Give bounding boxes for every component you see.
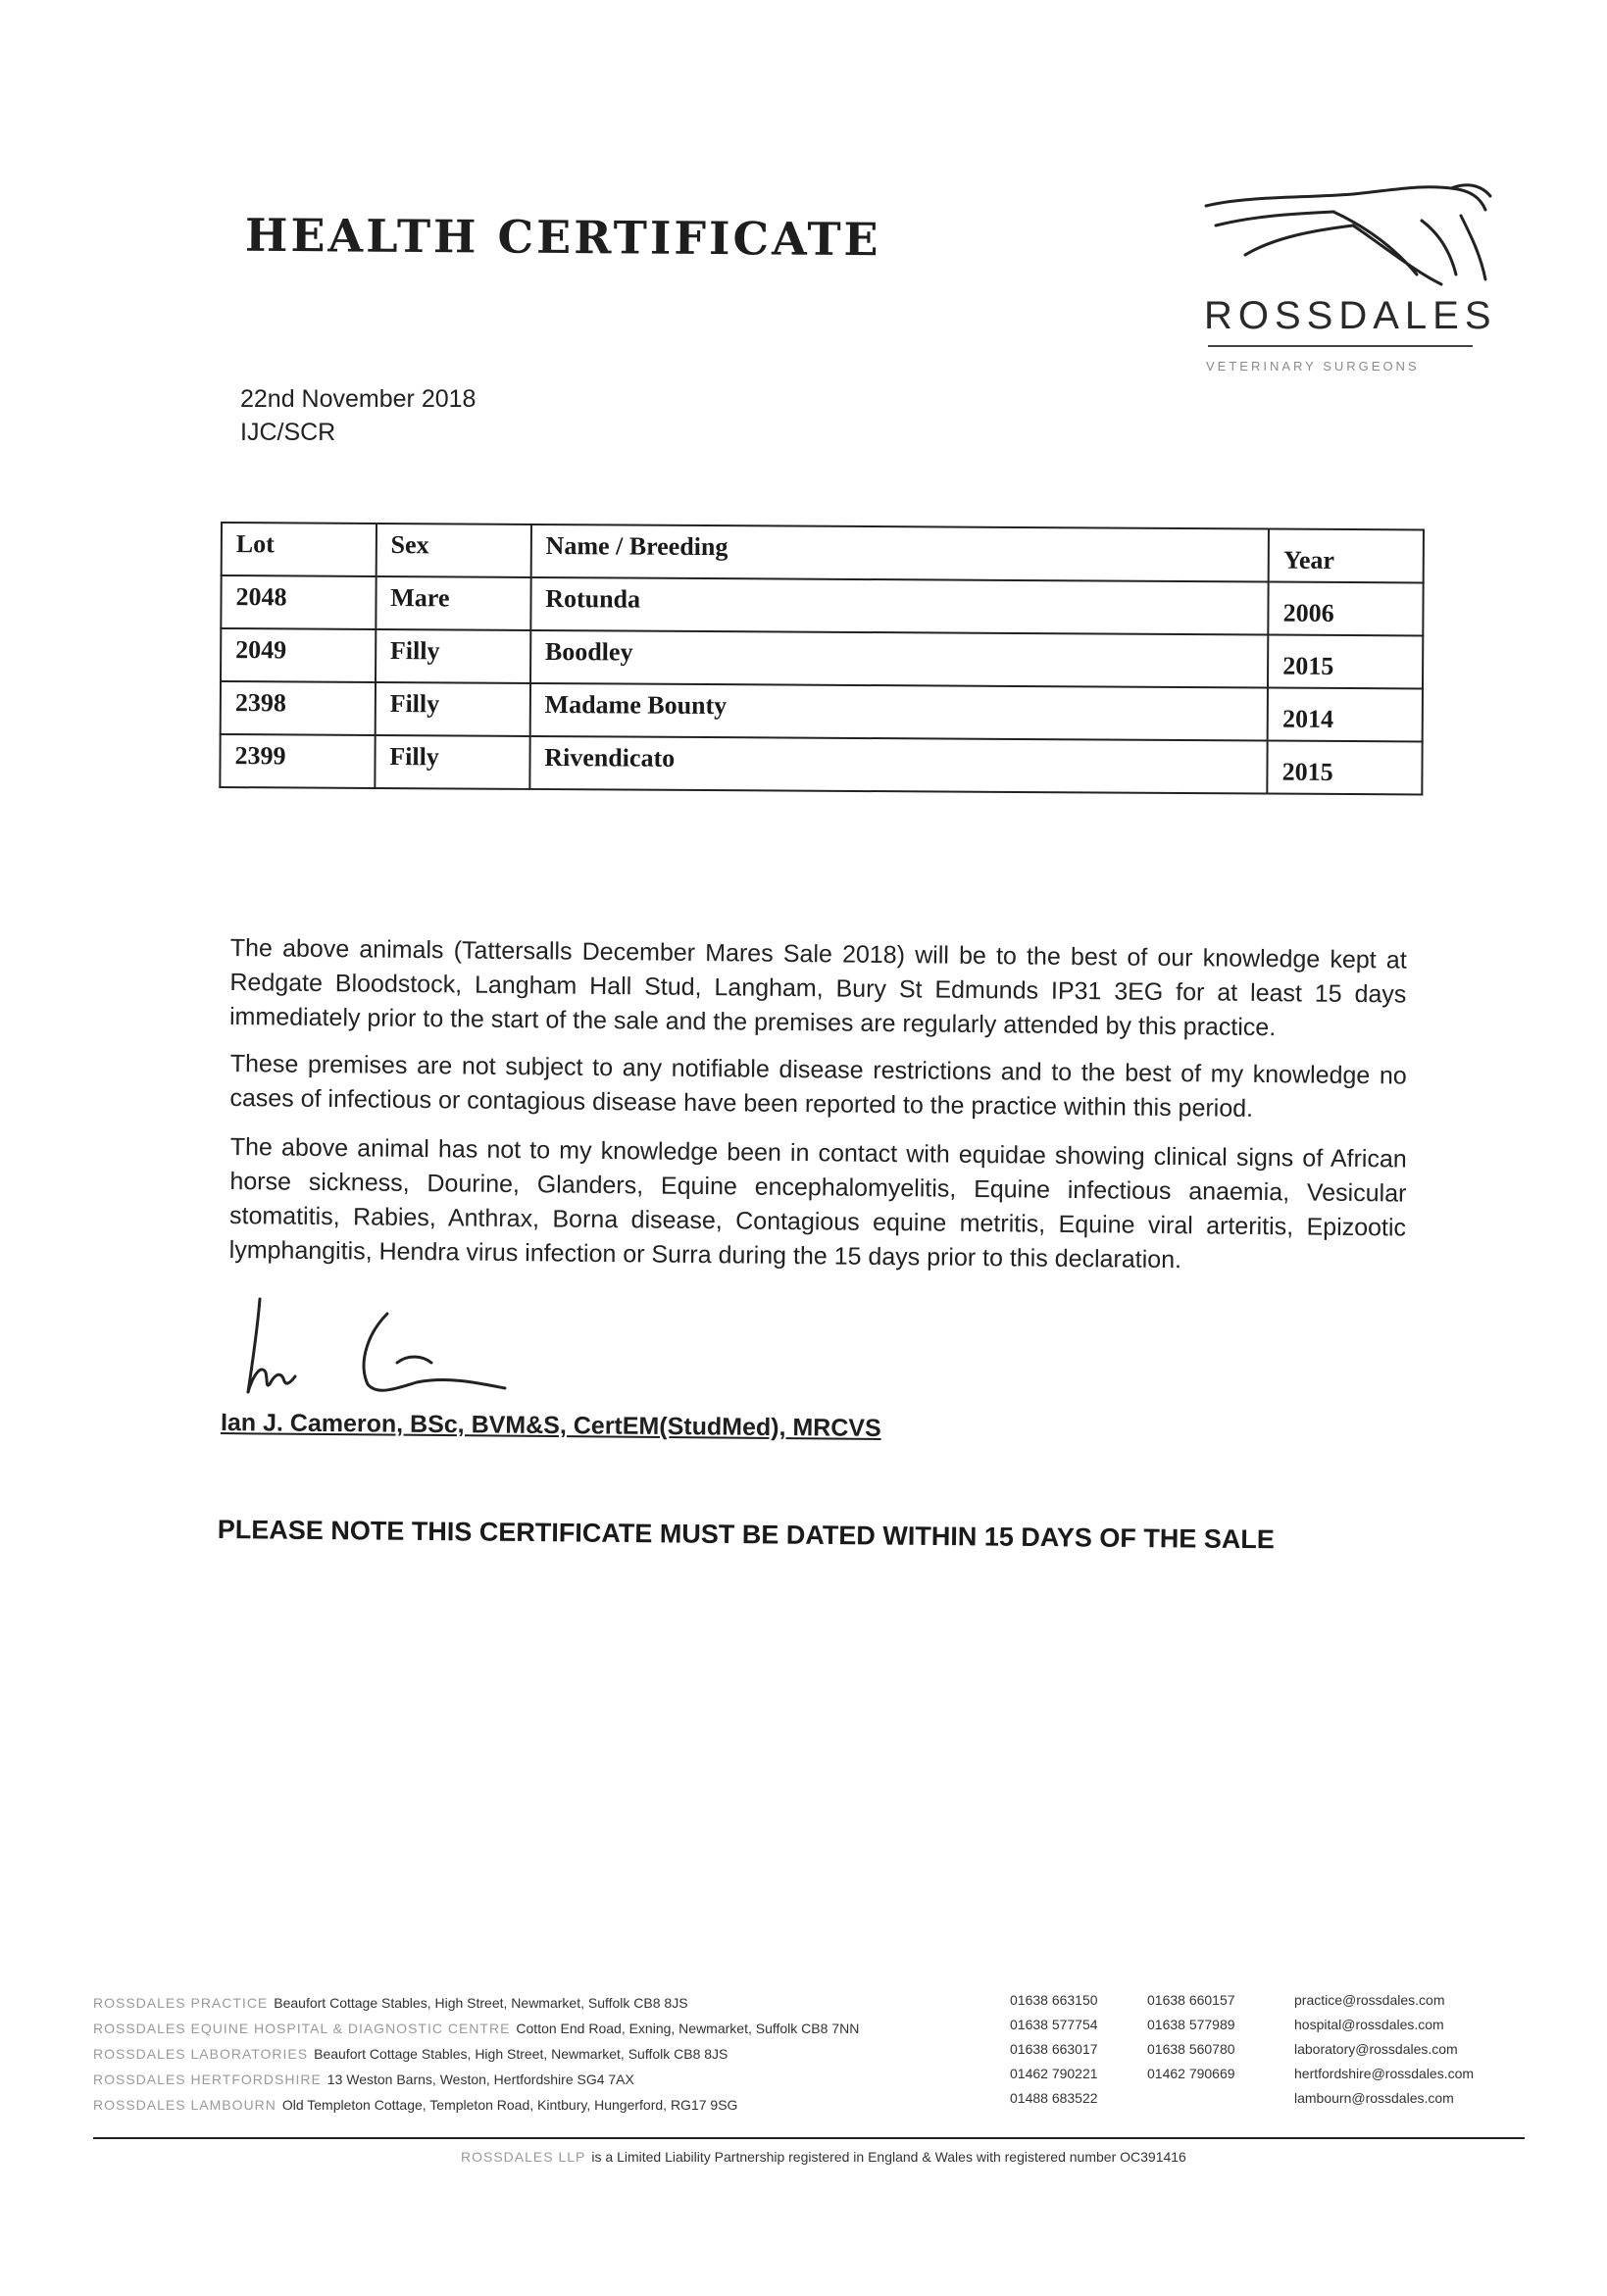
cell-year: 2015 <box>1268 741 1423 795</box>
header-sex: Sex <box>376 524 530 577</box>
footer-address: ROSSDALES LAMBOURN Old Templeton Cottage, Templeton Road, Kintbury, Hungerford, RG17 9SG <box>93 2097 738 2113</box>
footer-email: laboratory@rossdales.com <box>1294 2041 1458 2057</box>
footer-email: hospital@rossdales.com <box>1294 2017 1444 2032</box>
registration-note: ROSSDALES LLP is a Limited Liability Partnership registered in England & Wales with registered number OC391416 <box>461 2149 1186 2165</box>
logo-subtitle: VETERINARY SURGEONS <box>1206 359 1420 374</box>
paragraph-restrictions: These premises are not subject to any notifiable disease restrictions and to the best of my knowledge no cases of infectious or contagious disease have been reported to the practice within this period. <box>229 1049 1407 1123</box>
cell-sex: Filly <box>376 629 530 683</box>
logo-divider <box>1208 345 1473 347</box>
rossdales-logo <box>1186 176 1510 382</box>
footer-addresses <box>93 1990 995 2118</box>
header-name: Name / Breeding <box>530 524 1269 582</box>
table-row <box>221 628 1423 688</box>
paragraph-premises: The above animals (Tattersalls December Mares Sale 2018) will be to the best of our knowledge kept at Redgate Bloodstock, Langham Hall Stud, Langham, Bury St Edmunds IP31 3EG for at least 15 days immediately prior to the start of the sale and the premises are regularly attended by this practice. <box>228 933 1407 1042</box>
cell-lot: 2398 <box>221 681 376 735</box>
cell-name: Madame Bounty <box>529 683 1268 741</box>
cell-lot: 2048 <box>221 575 376 629</box>
animals-table <box>219 522 1425 795</box>
cell-name: Rotunda <box>530 577 1269 635</box>
footer-divider <box>93 2137 1525 2139</box>
footer-email: lambourn@rossdales.com <box>1294 2090 1454 2106</box>
cell-year: 2006 <box>1269 582 1424 636</box>
header-year: Year <box>1269 529 1424 583</box>
page-title: HEALTH CERTIFICATE <box>244 208 881 267</box>
footer-phones <box>1010 1988 1284 2111</box>
cell-year: 2014 <box>1268 688 1423 742</box>
table-header-row <box>222 523 1424 582</box>
footer-email: practice@rossdales.com <box>1294 1992 1445 2008</box>
signer-name: Ian J. Cameron, BSc, BVM&S, CertEM(StudMed), MRCVS <box>220 1409 881 1442</box>
dating-notice: PLEASE NOTE THIS CERTIFICATE MUST BE DATED WITHIN 15 DAYS OF THE SALE <box>217 1515 1276 1555</box>
reference: IJC/SCR <box>240 419 336 446</box>
issue-date: 22nd November 2018 <box>240 385 477 413</box>
cell-name: Boodley <box>530 630 1269 688</box>
footer-address: ROSSDALES LABORATORIES Beaufort Cottage Stables, High Street, Newmarket, Suffolk CB8 8JS <box>93 2046 728 2062</box>
phone-row: 01462 790221 01462 790669 <box>1010 2066 1235 2081</box>
cell-name: Rivendicato <box>529 736 1268 794</box>
letter-meta <box>240 382 476 449</box>
footer-emails <box>1294 1988 1474 2111</box>
cell-year: 2015 <box>1268 635 1423 689</box>
cell-sex: Filly <box>375 735 529 789</box>
phone-row: 01638 663150 01638 660157 <box>1010 1992 1235 2008</box>
table-row <box>221 681 1423 741</box>
footer-email: hertfordshire@rossdales.com <box>1294 2066 1475 2081</box>
footer-address: ROSSDALES HERTFORDSHIRE 13 Weston Barns, Weston, Hertfordshire SG4 7AX <box>93 2071 634 2087</box>
footer-address: ROSSDALES EQUINE HOSPITAL & DIAGNOSTIC CENTRE Cotton End Road, Exning, Newmarket, Suffolk CB8 7NN <box>93 2021 860 2036</box>
cell-sex: Mare <box>376 576 530 630</box>
paragraph-disease-contact: The above animal has not to my knowledge been in contact with equidae showing clinical signs of African horse sickness, Dourine, Glanders, Equine encephalomyelitis, Equine infectious anaemia, Vesicular stomatitis, Rabies, Anthrax, Borna disease, Contagious equine metritis, Equine viral arteritis, Epizootic lymphangitis, Hendra virus infection or Surra during the 15 days prior to this declaration. <box>228 1132 1407 1274</box>
phone-row: 01638 663017 01638 560780 <box>1010 2041 1235 2057</box>
cell-lot: 2049 <box>221 628 376 682</box>
handwritten-signature <box>221 1294 593 1412</box>
phone-row: 01488 683522 <box>1010 2090 1098 2106</box>
cell-lot: 2399 <box>220 734 375 788</box>
horse-logo-icon <box>1186 176 1510 294</box>
table-row <box>220 734 1422 794</box>
table-row <box>221 575 1423 635</box>
footer-address: ROSSDALES PRACTICE Beaufort Cottage Stables, High Street, Newmarket, Suffolk CB8 8JS <box>93 1995 688 2011</box>
logo-wordmark: ROSSDALES <box>1204 294 1497 337</box>
header-lot: Lot <box>222 523 377 576</box>
cell-sex: Filly <box>375 682 529 736</box>
phone-row: 01638 577754 01638 577989 <box>1010 2017 1235 2032</box>
